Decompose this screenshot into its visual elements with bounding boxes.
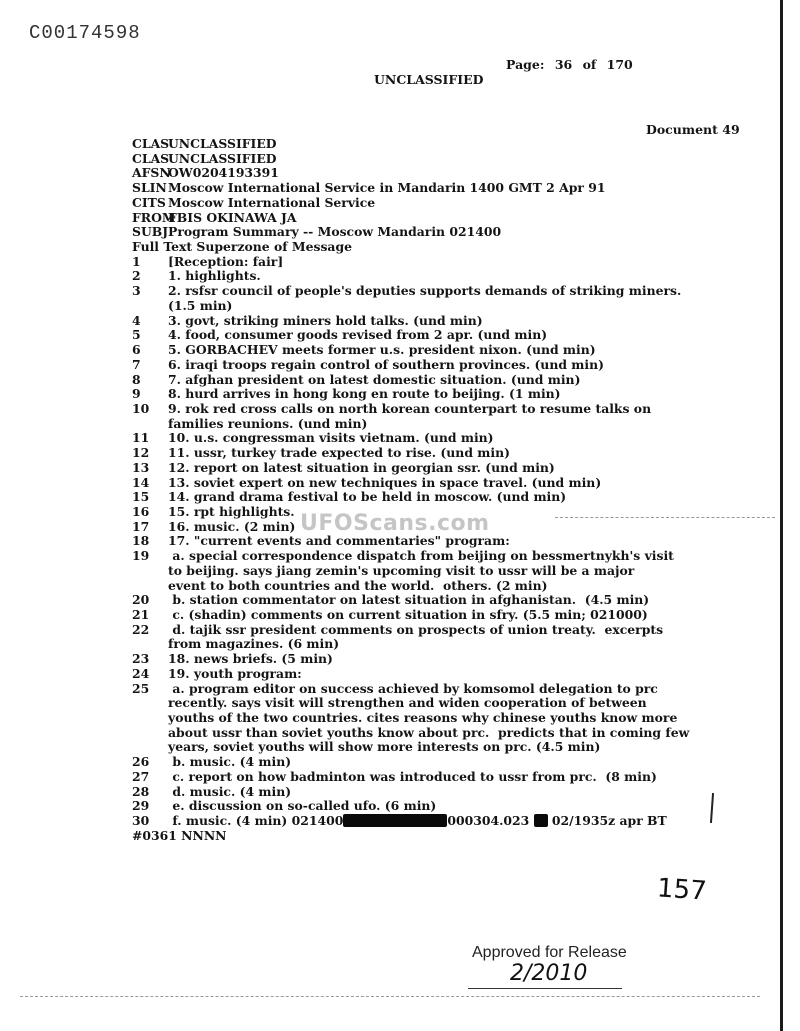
full-text-heading bbox=[132, 240, 752, 255]
line-text: a. special correspondence dispatch from beijing on bessmertnykh's visit bbox=[168, 548, 674, 564]
line-text: from magazines. (6 min) bbox=[168, 636, 340, 652]
line-number: 23 bbox=[132, 651, 150, 667]
line-text: years, soviet youths will show more interests on prc. (4.5 min) bbox=[168, 739, 601, 755]
end-line-text: #0361 NNNN bbox=[132, 827, 227, 843]
line-text: (1.5 min) bbox=[168, 297, 233, 313]
numbered-line bbox=[132, 490, 752, 505]
line-text: 16. music. (2 min) bbox=[168, 518, 296, 534]
numbered-line bbox=[132, 623, 752, 638]
line-text: 3. govt, striking miners hold talks. (und min) bbox=[168, 312, 483, 328]
line-number: 10 bbox=[132, 400, 150, 416]
meta-label: CLAS bbox=[132, 136, 170, 151]
line-text: b. music. (4 min) bbox=[168, 754, 292, 770]
numbered-line bbox=[132, 740, 752, 755]
numbered-line bbox=[132, 593, 752, 608]
numbered-line bbox=[132, 682, 752, 697]
meta-label: CLAS bbox=[132, 150, 170, 166]
numbered-line bbox=[132, 373, 752, 388]
line-text-part: f. music. (4 min) 021400 bbox=[168, 813, 344, 829]
full-text-heading-text: Full Text Superzone of Message bbox=[132, 239, 352, 255]
line-number: 21 bbox=[132, 607, 150, 622]
line-text: 14. grand drama festival to be held in moscow. (und min) bbox=[168, 489, 567, 505]
line-text: [Reception: fair] bbox=[168, 253, 284, 269]
end-line bbox=[132, 829, 752, 844]
line-text: a. program editor on success achieved by komsomol delegation to prc bbox=[168, 680, 658, 696]
handwritten-page-number: 157 bbox=[656, 873, 708, 907]
document-id: C00174598 bbox=[29, 22, 141, 44]
line-text: 18. news briefs. (5 min) bbox=[168, 651, 333, 667]
numbered-line bbox=[132, 637, 752, 652]
line-text: 10. u.s. congressman visits vietnam. (und min) bbox=[168, 430, 494, 446]
message-body bbox=[132, 137, 752, 844]
numbered-line bbox=[132, 549, 752, 564]
line-number: 2 bbox=[132, 268, 141, 284]
numbered-line bbox=[132, 431, 752, 446]
meta-row bbox=[132, 166, 752, 181]
meta-label: AFSN bbox=[132, 165, 171, 181]
line-number: 26 bbox=[132, 754, 150, 770]
numbered-line bbox=[132, 299, 752, 314]
line-number bbox=[132, 711, 168, 726]
line-text: youths of the two countries. cites reasons why chinese youths know more bbox=[168, 710, 678, 726]
meta-label: SUBJ bbox=[132, 224, 169, 240]
meta-row bbox=[132, 181, 752, 196]
line-text: c. (shadin) comments on current situation in sfry. (5.5 min; 021000) bbox=[168, 607, 648, 622]
meta-value: Moscow International Service in Mandarin 1400 GMT 2 Apr 91 bbox=[168, 180, 606, 196]
meta-row bbox=[132, 152, 752, 167]
line-text: 5. GORBACHEV meets former u.s. president nixon. (und min) bbox=[168, 342, 596, 358]
meta-row bbox=[132, 137, 752, 152]
meta-value: Moscow International Service bbox=[168, 194, 376, 210]
document-number: Document 49 bbox=[646, 122, 740, 137]
line-number: 8 bbox=[132, 371, 141, 387]
line-number bbox=[132, 740, 168, 755]
line-number: 15 bbox=[132, 489, 150, 505]
line-number: 16 bbox=[132, 503, 150, 519]
approval-underline bbox=[468, 988, 622, 989]
watermark: UFOScans.com bbox=[300, 511, 490, 536]
line-number: 29 bbox=[132, 798, 150, 814]
line-text: 13. soviet expert on new techniques in space travel. (und min) bbox=[168, 474, 602, 490]
line-text: 1. highlights. bbox=[168, 268, 261, 284]
meta-row bbox=[132, 196, 752, 211]
line-text: 7. afghan president on latest domestic situation. (und min) bbox=[168, 371, 581, 387]
line-text: 15. rpt highlights. bbox=[168, 503, 295, 519]
line-number bbox=[132, 417, 168, 432]
line-number: 19 bbox=[132, 548, 150, 564]
meta-value: UNCLASSIFIED bbox=[168, 136, 277, 151]
numbered-line bbox=[132, 785, 752, 800]
meta-label: SLIN bbox=[132, 180, 167, 196]
classification-header: UNCLASSIFIED bbox=[374, 72, 484, 87]
line-number: 14 bbox=[132, 474, 150, 490]
line-text: families reunions. (und min) bbox=[168, 415, 368, 431]
line-number: 4 bbox=[132, 312, 141, 328]
approval-date: 2/2010 bbox=[510, 961, 588, 986]
redaction-block bbox=[343, 814, 447, 827]
line-number: 7 bbox=[132, 356, 141, 372]
meta-value: FBIS OKINAWA JA bbox=[168, 209, 297, 225]
line-text: 12. report on latest situation in georgian ssr. (und min) bbox=[168, 459, 555, 475]
line-text: b. station commentator on latest situation in afghanistan. (4.5 min) bbox=[168, 592, 650, 608]
meta-label: FROM bbox=[132, 209, 176, 225]
numbered-line bbox=[132, 417, 752, 432]
scan-edge-bar bbox=[780, 0, 783, 1031]
numbered-line bbox=[132, 476, 752, 491]
numbered-line bbox=[132, 696, 752, 711]
line-number bbox=[132, 637, 168, 652]
line-number: 6 bbox=[132, 342, 141, 358]
line-number: 24 bbox=[132, 665, 150, 681]
line-number: 28 bbox=[132, 783, 150, 799]
meta-value: Program Summary -- Moscow Mandarin 021400 bbox=[168, 224, 502, 240]
line-number bbox=[132, 696, 168, 711]
numbered-line bbox=[132, 726, 752, 741]
numbered-line bbox=[132, 343, 752, 358]
line-number bbox=[132, 299, 168, 314]
line-text: d. music. (4 min) bbox=[168, 783, 292, 799]
line-text: 4. food, consumer goods revised from 2 apr. (und min) bbox=[168, 327, 548, 343]
line-number bbox=[132, 564, 168, 579]
meta-value: UNCLASSIFIED bbox=[168, 150, 277, 166]
line-number bbox=[132, 579, 168, 594]
numbered-line bbox=[132, 461, 752, 476]
numbered-line bbox=[132, 564, 752, 579]
numbered-line bbox=[132, 255, 752, 270]
line-number: 1 bbox=[132, 253, 141, 269]
line-text: d. tajik ssr president comments on prospects of union treaty. excerpts bbox=[168, 621, 664, 637]
numbered-line bbox=[132, 608, 752, 623]
line-number: 27 bbox=[132, 768, 150, 784]
page-number: Page: 36 bbox=[506, 57, 573, 72]
line-number: 17 bbox=[132, 518, 150, 534]
meta-label: CITS bbox=[132, 194, 166, 210]
meta-row bbox=[132, 225, 752, 240]
line-number bbox=[132, 726, 168, 741]
meta-row bbox=[132, 211, 752, 226]
line-text: 17. "current events and commentaries" program: bbox=[168, 533, 510, 549]
line-number: 25 bbox=[132, 680, 150, 696]
approval-stamp-label: Approved for Release bbox=[472, 944, 627, 961]
numbered-line bbox=[132, 755, 752, 770]
numbered-line-last bbox=[132, 814, 752, 829]
numbered-line bbox=[132, 770, 752, 785]
line-text: recently. says visit will strengthen and widen cooperation of between bbox=[168, 695, 647, 711]
numbered-line bbox=[132, 387, 752, 402]
numbered-line bbox=[132, 314, 752, 329]
scan-artifact-line bbox=[555, 517, 775, 518]
line-text: 6. iraqi troops regain control of southern provinces. (und min) bbox=[168, 356, 604, 372]
line-text-part: 000304.023 bbox=[447, 813, 534, 829]
line-number: 3 bbox=[132, 283, 141, 299]
line-number: 18 bbox=[132, 533, 150, 549]
page-total: of 170 bbox=[582, 57, 633, 72]
line-text: about ussr than soviet youths know about prc. predicts that in coming few bbox=[168, 724, 690, 740]
numbered-line bbox=[132, 402, 752, 417]
line-number: 11 bbox=[132, 430, 150, 446]
line-number: 12 bbox=[132, 445, 150, 461]
numbered-line bbox=[132, 711, 752, 726]
line-text: 19. youth program: bbox=[168, 665, 302, 681]
page-indicator bbox=[506, 57, 633, 72]
line-text: 2. rsfsr council of people's deputies supports demands of striking miners. bbox=[168, 283, 682, 299]
numbered-line bbox=[132, 446, 752, 461]
numbered-line bbox=[132, 358, 752, 373]
numbered-line bbox=[132, 284, 752, 299]
line-number: 9 bbox=[132, 386, 141, 402]
numbered-line bbox=[132, 667, 752, 682]
line-number: 5 bbox=[132, 327, 141, 343]
line-number: 20 bbox=[132, 592, 150, 608]
meta-value: OW0204193391 bbox=[168, 165, 279, 181]
numbered-line bbox=[132, 269, 752, 284]
numbered-line bbox=[132, 328, 752, 343]
numbered-line bbox=[132, 534, 752, 549]
numbered-line bbox=[132, 799, 752, 814]
numbered-line bbox=[132, 579, 752, 594]
numbered-line bbox=[132, 652, 752, 667]
line-text: 9. rok red cross calls on north korean counterpart to resume talks on bbox=[168, 400, 652, 416]
line-text: event to both countries and the world. others. (2 min) bbox=[168, 577, 548, 593]
line-text-part: 02/1935z apr BT bbox=[547, 813, 667, 829]
scan-artifact-line bbox=[20, 996, 760, 997]
line-text: to beijing. says jiang zemin's upcoming visit to ussr will be a major bbox=[168, 562, 635, 578]
line-text: e. discussion on so-called ufo. (6 min) bbox=[168, 798, 437, 814]
line-text: 11. ussr, turkey trade expected to rise. (und min) bbox=[168, 445, 510, 461]
line-number: 30 bbox=[132, 813, 150, 829]
line-number: 13 bbox=[132, 459, 150, 475]
redaction-block bbox=[534, 814, 548, 827]
line-text: c. report on how badminton was introduced to ussr from prc. (8 min) bbox=[168, 768, 657, 784]
line-number: 22 bbox=[132, 621, 150, 637]
line-text: 8. hurd arrives in hong kong en route to beijing. (1 min) bbox=[168, 386, 561, 402]
